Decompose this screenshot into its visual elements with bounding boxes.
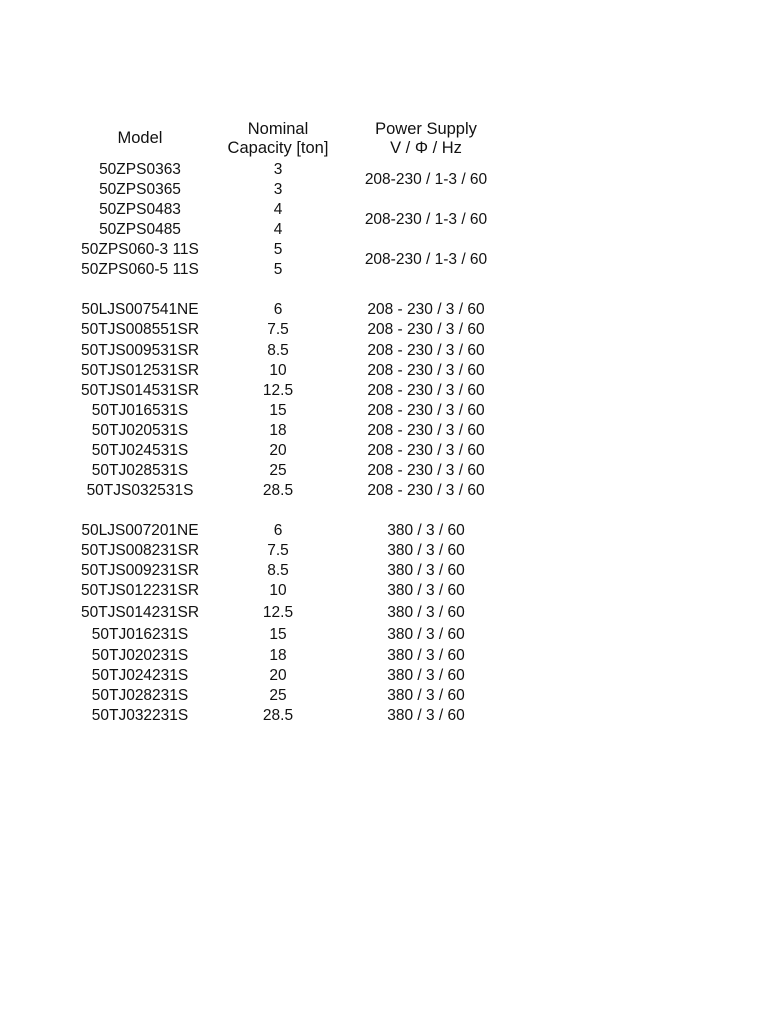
g1-power-2: 208-230 / 1-3 / 60 [364,251,488,268]
g2-power-4: 208 - 230 / 3 / 60 [367,382,485,399]
g2-model-1: 50TJS008551SR [80,321,200,338]
g2-power-2: 208 - 230 / 3 / 60 [367,342,485,359]
g1-power-1: 208-230 / 1-3 / 60 [364,211,488,228]
g1-model-2: 50ZPS0483 [99,201,181,218]
g3-capacity-4: 12.5 [262,604,294,621]
g2-capacity-3: 10 [269,362,287,379]
g2-capacity-4: 12.5 [262,382,294,399]
g3-model-2: 50TJS009231SR [80,562,200,579]
g1-model-4: 50ZPS060-3 11S [81,241,199,258]
g2-power-3: 208 - 230 / 3 / 60 [367,362,485,379]
g3-power-5: 380 / 3 / 60 [387,626,465,643]
g1-capacity-4: 5 [273,241,283,258]
header-power-line2: V / Φ / Hz [390,139,462,157]
g2-model-2: 50TJS009531SR [80,342,200,359]
g2-capacity-9: 28.5 [262,482,294,499]
g3-power-0: 380 / 3 / 60 [387,522,465,539]
g2-capacity-7: 20 [269,442,287,459]
g3-power-3: 380 / 3 / 60 [387,582,465,599]
g3-capacity-8: 25 [269,687,287,704]
g1-model-1: 50ZPS0365 [99,181,181,198]
header-model: Model [117,129,163,147]
g2-model-3: 50TJS012531SR [80,362,200,379]
g3-capacity-6: 18 [269,647,287,664]
header-capacity-line1: Nominal [247,120,309,138]
g3-capacity-2: 8.5 [267,562,289,579]
header-capacity-line2: Capacity [ton] [227,139,329,157]
g2-power-1: 208 - 230 / 3 / 60 [367,321,485,338]
g1-capacity-5: 5 [273,261,283,278]
g1-model-5: 50ZPS060-5 11S [81,261,199,278]
g2-power-5: 208 - 230 / 3 / 60 [367,402,485,419]
g3-model-5: 50TJ016231S [91,626,189,643]
g3-model-1: 50TJS008231SR [80,542,200,559]
g3-model-9: 50TJ032231S [91,707,189,724]
g3-model-7: 50TJ024231S [91,667,189,684]
g2-capacity-6: 18 [269,422,287,439]
g3-capacity-5: 15 [269,626,287,643]
g2-power-8: 208 - 230 / 3 / 60 [367,462,485,479]
g2-power-7: 208 - 230 / 3 / 60 [367,442,485,459]
g3-model-4: 50TJS014231SR [80,604,200,621]
g2-model-0: 50LJS007541NE [81,301,199,318]
g2-capacity-0: 6 [273,301,283,318]
g3-model-8: 50TJ028231S [91,687,189,704]
g1-power-0: 208-230 / 1-3 / 60 [364,171,488,188]
g1-capacity-2: 4 [273,201,283,218]
g3-power-8: 380 / 3 / 60 [387,687,465,704]
g2-power-6: 208 - 230 / 3 / 60 [367,422,485,439]
g2-model-8: 50TJ028531S [91,462,189,479]
g3-model-3: 50TJS012231SR [80,582,200,599]
g3-power-6: 380 / 3 / 60 [387,647,465,664]
g2-model-6: 50TJ020531S [91,422,189,439]
g2-model-4: 50TJS014531SR [80,382,200,399]
g3-power-2: 380 / 3 / 60 [387,562,465,579]
g3-model-0: 50LJS007201NE [81,522,199,539]
g2-capacity-1: 7.5 [267,321,289,338]
g3-capacity-3: 10 [269,582,287,599]
g2-capacity-5: 15 [269,402,287,419]
g2-power-0: 208 - 230 / 3 / 60 [367,301,485,318]
g3-capacity-9: 28.5 [262,707,294,724]
g3-power-9: 380 / 3 / 60 [387,707,465,724]
g3-model-6: 50TJ020231S [91,647,189,664]
g3-capacity-1: 7.5 [267,542,289,559]
g2-power-9: 208 - 230 / 3 / 60 [367,482,485,499]
g1-model-3: 50ZPS0485 [99,221,181,238]
g2-capacity-2: 8.5 [267,342,289,359]
g3-power-7: 380 / 3 / 60 [387,667,465,684]
g1-capacity-1: 3 [273,181,283,198]
g1-capacity-3: 4 [273,221,283,238]
g2-model-7: 50TJ024531S [91,442,189,459]
header-power-line1: Power Supply [375,120,477,138]
g3-capacity-7: 20 [269,667,287,684]
g3-capacity-0: 6 [273,522,283,539]
g3-power-1: 380 / 3 / 60 [387,542,465,559]
g1-capacity-0: 3 [273,161,283,178]
g1-model-0: 50ZPS0363 [99,161,181,178]
g2-capacity-8: 25 [269,462,287,479]
g2-model-9: 50TJS032531S [86,482,194,499]
g3-power-4: 380 / 3 / 60 [387,604,465,621]
g2-model-5: 50TJ016531S [91,402,189,419]
